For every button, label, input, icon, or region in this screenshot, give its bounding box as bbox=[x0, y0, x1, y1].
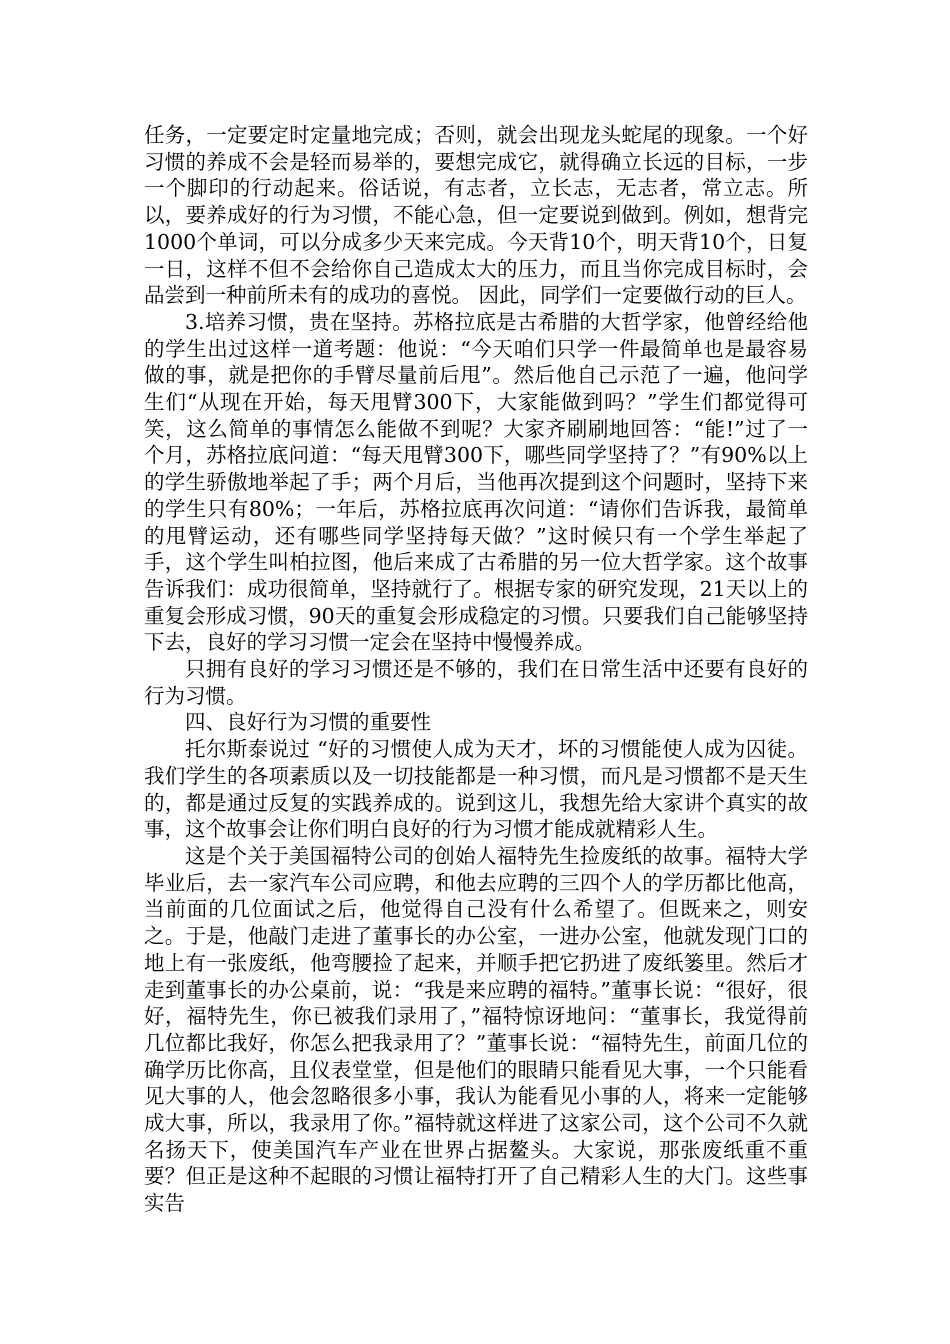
paragraph-3: 只拥有良好的学习习惯还是不够的，我们在日常生活中还要有良好的行为习惯。 bbox=[144, 657, 808, 708]
paragraph-1: 任务，一定要定时定量地完成；否则，就会出现龙头蛇尾的现象。一个好习惯的养成不会是轻而易举的，要想完成它，就得确立长远的目标，一步一个脚印的行动起来。俗话说，有志者，立长志，无志者，常立志。所以，要养成好的行为习惯，不能心急，但一定要说到做到。例如，想背完1000个单词，可以分成多少天来完成。今天背10个，明天背10个，日复一日，这样不但不会给你自己造成太大的压力，而且当你完成目标时，会品尝到一种前所未有的成功的喜悦。 因此，同学们一定要做行动的巨人。 bbox=[144, 123, 808, 308]
paragraph-5: 这是个关于美国福特公司的创始人福特先生捡废纸的故事。福特大学毕业后，去一家汽车公司应聘，和他去应聘的三四个人的学历都比他高，当前面的几位面试之后，他觉得自己没有什么希望了。但既来之，则安之。于是，他敲门走进了董事长的办公室，一进办公室，他就发现门口的地上有一张废纸，他弯腰捡了起来，并顺手把它扔进了废纸篓里。然后才走到董事长的办公桌前，说：“我是来应聘的福特。”董事长说：“很好，很好，福特先生，你已被我们录用了，”福特惊讶地问：“董事长，我觉得前几位都比我好，你怎么把我录用了？”董事长说：“福特先生，前面几位的确学历比你高，且仪表堂堂，但是他们的眼睛只能看见大事，一个只能看见大事的人，他会忽略很多小事，我认为能看见小事的人，将来一定能够成大事，所以，我录用了你。”福特就这样进了这家公司，这个公司不久就名扬天下，使美国汽车产业在世界占据鳌头。大家说，那张废纸重不重要？但正是这种不起眼的习惯让福特打开了自己精彩人生的大门。这些事实告 bbox=[144, 843, 808, 1216]
paragraph-2: 3.培养习惯，贵在坚持。苏格拉底是古希腊的大哲学家，他曾经给他的学生出过这样一道考题：他说：“今天咱们只学一件最简单也是最容易做的事，就是把你的手臂尽量前后甩”。然后他自己示范了一遍，他问学生们“从现在开始，每天甩臂300下，大家能做到吗？”学生们都觉得可笑，这么简单的事情怎么能做不到呢？大家齐刷刷地回答：“能!”过了一个月，苏格拉底问道：“每天甩臂300下，哪些同学坚持了？”有90%以上的学生骄傲地举起了手；两个月后，当他再次提到这个问题时，坚持下来的学生只有80%；一年后，苏格拉底再次问道：“请你们告诉我，最简单的甩臂运动，还有哪些同学坚持每天做？”这时候只有一个学生举起了手，这个学生叫柏拉图，他后来成了古希腊的另一位大哲学家。这个故事告诉我们：成功很简单，坚持就行了。根据专家的研究发现，21天以上的重复会形成习惯，90天的重复会形成稳定的习惯。只要我们自己能够坚持下去，良好的学习习惯一定会在坚持中慢慢养成。 bbox=[144, 309, 808, 655]
document-page bbox=[144, 122, 808, 1217]
section-heading: 四、良好行为习惯的重要性 bbox=[185, 710, 431, 735]
paragraph-4: 托尔斯泰说过 “好的习惯使人成为天才，坏的习惯能使人成为囚徒。我们学生的各项素质以及一切技能都是一种习惯，而凡是习惯都不是天生的，都是通过反复的实践养成的。说到这儿，我想先给大家讲个真实的故事，这个故事会让你们明白良好的行为习惯才能成就精彩人生。 bbox=[144, 737, 808, 842]
